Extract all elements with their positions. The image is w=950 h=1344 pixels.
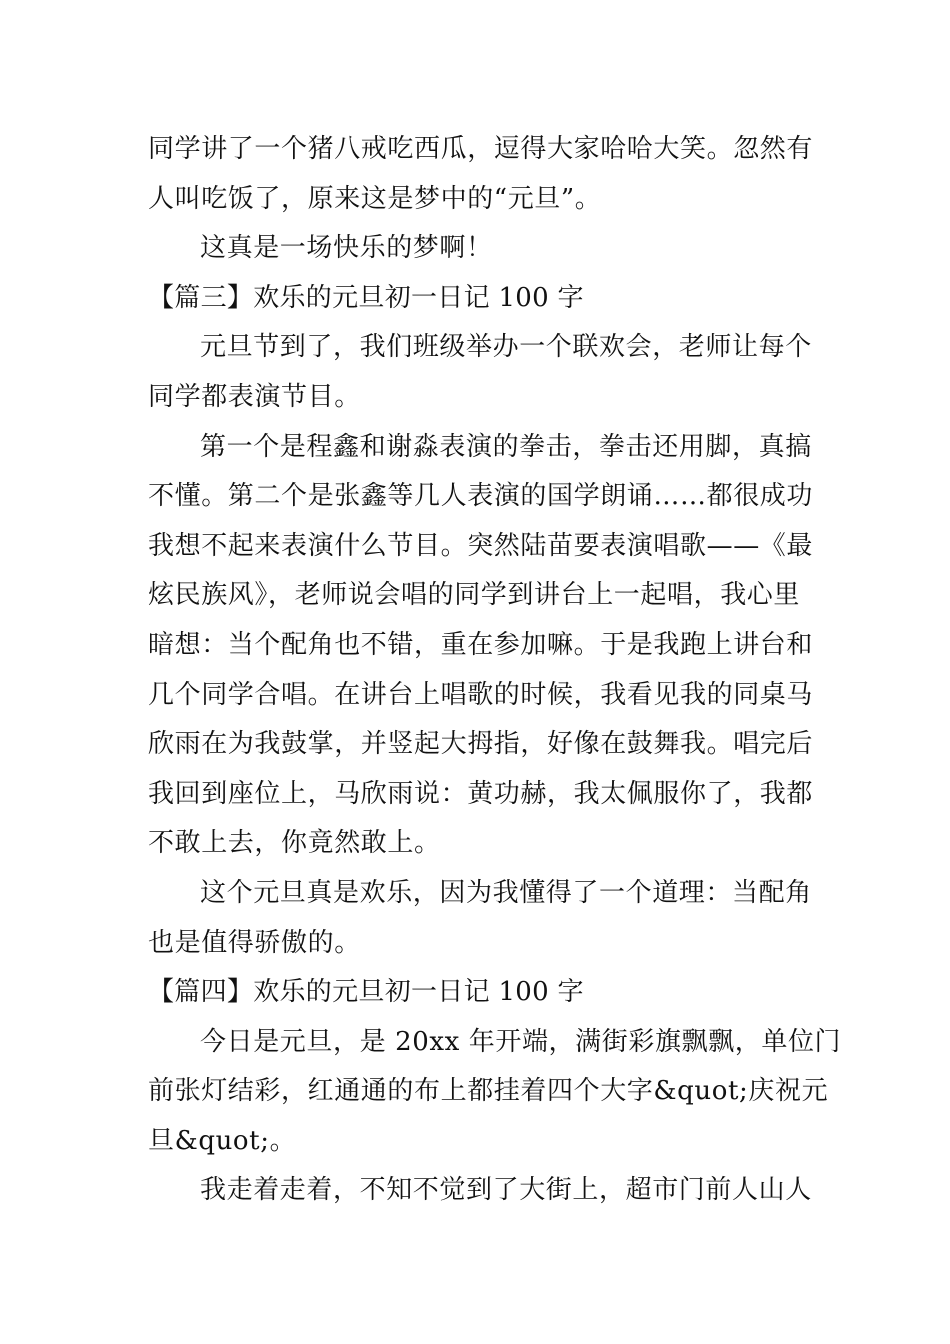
paragraph-line: 不懂。第二个是张鑫等几人表演的国学朗诵……都很成功	[148, 481, 814, 512]
paragraph-line: 前张灯结彩，红通通的布上都挂着四个大字&quot;庆祝元	[148, 1076, 829, 1107]
paragraph-line: 暗想：当个配角也不错，重在参加嘛。于是我跑上讲台和	[148, 629, 814, 660]
paragraph-line: 这个元旦真是欢乐，因为我懂得了一个道理：当配角	[200, 877, 812, 908]
document-body	[148, 125, 842, 1216]
paragraph-line: 几个同学合唱。在讲台上唱歌的时候，我看见我的同桌马	[148, 679, 814, 710]
section-heading: 【篇三】欢乐的元旦初一日记 100 字	[148, 282, 584, 313]
paragraph-line: 我走着走着，不知不觉到了大街上，超市门前人山人	[200, 1175, 812, 1206]
paragraph-line: 旦&quot;。	[148, 1125, 297, 1156]
section-heading: 【篇四】欢乐的元旦初一日记 100 字	[148, 977, 584, 1008]
paragraph-line: 今日是元旦，是 20xx 年开端，满街彩旗飘飘，单位门	[200, 1026, 842, 1057]
paragraph-line: 欣雨在为我鼓掌，并竖起大拇指，好像在鼓舞我。唱完后	[148, 729, 814, 760]
paragraph-line: 元旦节到了，我们班级举办一个联欢会，老师让每个	[200, 332, 812, 363]
paragraph-line: 不敢上去，你竟然敢上。	[148, 828, 441, 859]
paragraph-line: 炫民族风》，老师说会唱的同学到讲台上一起唱，我心里	[148, 580, 801, 611]
paragraph-line: 我回到座位上，马欣雨说：黄功赫，我太佩服你了，我都	[148, 778, 814, 809]
paragraph-line: 人叫吃饭了，原来这是梦中的“元旦”。	[148, 183, 602, 214]
paragraph-line: 同学都表演节目。	[148, 381, 361, 412]
paragraph-line: 我想不起来表演什么节目。突然陆苗要表演唱歌——《最	[148, 530, 814, 561]
paragraph-line: 也是值得骄傲的。	[148, 927, 361, 958]
paragraph-line: 这真是一场快乐的梦啊！	[200, 233, 493, 264]
paragraph-line: 第一个是程鑫和谢淼表演的拳击，拳击还用脚，真搞	[200, 431, 812, 462]
paragraph-line: 同学讲了一个猪八戒吃西瓜，逗得大家哈哈大笑。忽然有	[148, 134, 814, 164]
